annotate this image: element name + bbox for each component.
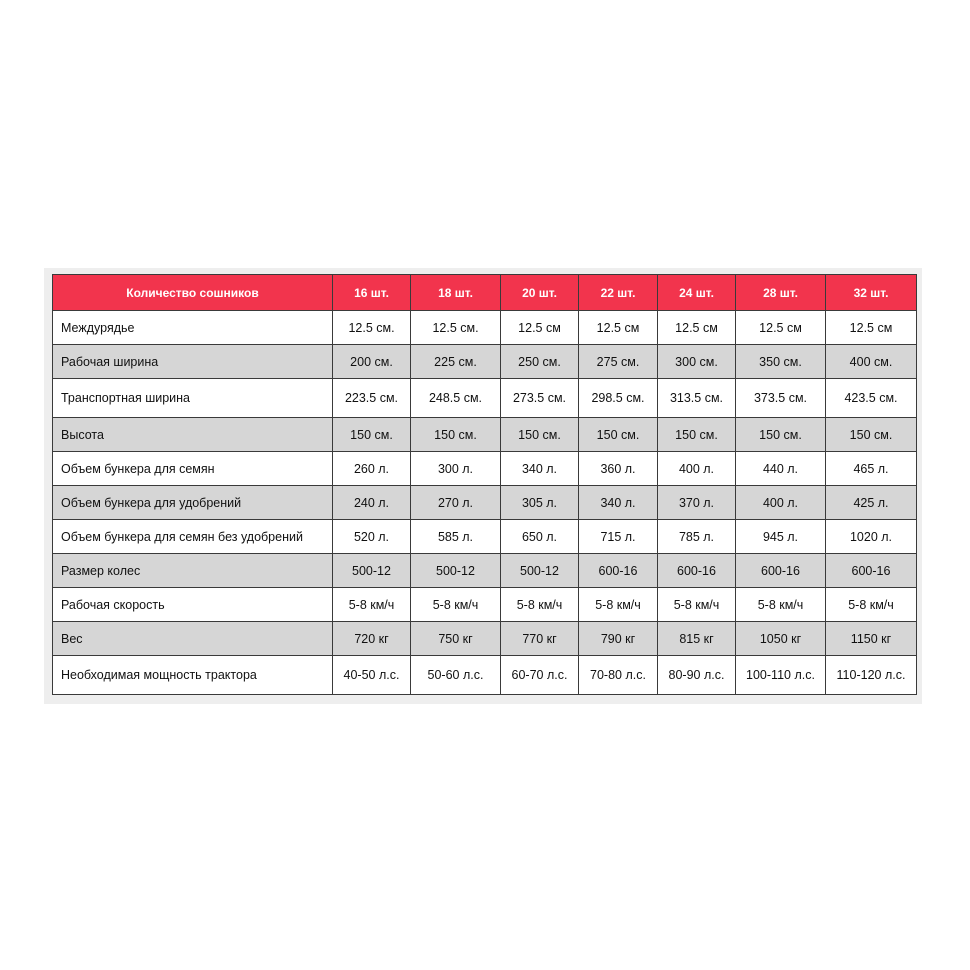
table-cell: 715 л. — [579, 520, 658, 554]
table-cell: 650 л. — [501, 520, 579, 554]
table-cell: 260 л. — [333, 452, 411, 486]
table-cell: 350 см. — [736, 345, 826, 379]
header-cell: 16 шт. — [333, 275, 411, 311]
header-cell: 32 шт. — [826, 275, 917, 311]
table-cell: 600-16 — [826, 554, 917, 588]
table-cell: 785 л. — [658, 520, 736, 554]
table-cell: 110-120 л.с. — [826, 656, 917, 695]
header-cell: 18 шт. — [411, 275, 501, 311]
table-cell: 585 л. — [411, 520, 501, 554]
table-cell: 248.5 см. — [411, 379, 501, 418]
table-cell: 70-80 л.с. — [579, 656, 658, 695]
table-cell: 12.5 см — [579, 311, 658, 345]
row-label: Высота — [53, 418, 333, 452]
table-cell: 200 см. — [333, 345, 411, 379]
table-cell: 1150 кг — [826, 622, 917, 656]
table-cell: 100-110 л.с. — [736, 656, 826, 695]
table-cell: 770 кг — [501, 622, 579, 656]
table-cell: 790 кг — [579, 622, 658, 656]
table-cell: 500-12 — [333, 554, 411, 588]
table-row-seed-hopper — [53, 452, 917, 486]
table-cell: 340 л. — [579, 486, 658, 520]
table-cell: 500-12 — [501, 554, 579, 588]
table-cell: 423.5 см. — [826, 379, 917, 418]
table-cell: 12.5 см. — [333, 311, 411, 345]
table-cell: 520 л. — [333, 520, 411, 554]
table-cell: 40-50 л.с. — [333, 656, 411, 695]
header-cell: 22 шт. — [579, 275, 658, 311]
header-cell: 20 шт. — [501, 275, 579, 311]
table-cell: 12.5 см. — [411, 311, 501, 345]
row-label: Объем бункера для удобрений — [53, 486, 333, 520]
table-cell: 80-90 л.с. — [658, 656, 736, 695]
table-cell: 720 кг — [333, 622, 411, 656]
table-cell: 500-12 — [411, 554, 501, 588]
table-cell: 150 см. — [579, 418, 658, 452]
table-cell: 275 см. — [579, 345, 658, 379]
table-cell: 150 см. — [826, 418, 917, 452]
table-cell: 300 л. — [411, 452, 501, 486]
table-cell: 340 л. — [501, 452, 579, 486]
table-cell: 373.5 см. — [736, 379, 826, 418]
table-cell: 150 см. — [658, 418, 736, 452]
row-label: Вес — [53, 622, 333, 656]
table-cell: 5-8 км/ч — [658, 588, 736, 622]
table-cell: 12.5 см — [826, 311, 917, 345]
table-cell: 300 см. — [658, 345, 736, 379]
table-cell: 250 см. — [501, 345, 579, 379]
table-cell: 5-8 км/ч — [579, 588, 658, 622]
table-cell: 12.5 см — [736, 311, 826, 345]
table-row-tractor-power — [53, 656, 917, 695]
table-cell: 400 см. — [826, 345, 917, 379]
table-cell: 150 см. — [411, 418, 501, 452]
table-cell: 150 см. — [501, 418, 579, 452]
table-row-weight — [53, 622, 917, 656]
table-cell: 400 л. — [658, 452, 736, 486]
table-cell: 12.5 см — [658, 311, 736, 345]
table-cell: 225 см. — [411, 345, 501, 379]
row-label: Рабочая ширина — [53, 345, 333, 379]
table-row-seed-hopper-no-fertilizer — [53, 520, 917, 554]
table-cell: 313.5 см. — [658, 379, 736, 418]
table-cell: 270 л. — [411, 486, 501, 520]
row-label: Размер колес — [53, 554, 333, 588]
row-label: Транспортная ширина — [53, 379, 333, 418]
row-label: Необходимая мощность трактора — [53, 656, 333, 695]
specification-table — [52, 274, 917, 695]
header-cell: 24 шт. — [658, 275, 736, 311]
table-cell: 5-8 км/ч — [501, 588, 579, 622]
table-cell: 400 л. — [736, 486, 826, 520]
table-cell: 298.5 см. — [579, 379, 658, 418]
table-cell: 305 л. — [501, 486, 579, 520]
header-cell-coulter-count: Количество сошников — [53, 275, 333, 311]
table-cell: 150 см. — [736, 418, 826, 452]
table-cell: 5-8 км/ч — [736, 588, 826, 622]
table-cell: 273.5 см. — [501, 379, 579, 418]
table-cell: 5-8 км/ч — [411, 588, 501, 622]
table-cell: 60-70 л.с. — [501, 656, 579, 695]
table-cell: 360 л. — [579, 452, 658, 486]
table-cell: 750 кг — [411, 622, 501, 656]
table-cell: 600-16 — [579, 554, 658, 588]
table-cell: 440 л. — [736, 452, 826, 486]
row-label: Объем бункера для семян без удобрений — [53, 520, 333, 554]
table-cell: 50-60 л.с. — [411, 656, 501, 695]
table-header-row — [53, 275, 917, 311]
table-cell: 150 см. — [333, 418, 411, 452]
table-row-fertilizer-hopper — [53, 486, 917, 520]
row-label: Междурядье — [53, 311, 333, 345]
table-cell: 1020 л. — [826, 520, 917, 554]
table-cell: 815 кг — [658, 622, 736, 656]
table-cell: 600-16 — [736, 554, 826, 588]
table-cell: 1050 кг — [736, 622, 826, 656]
table-row-wheel-size — [53, 554, 917, 588]
table-cell: 370 л. — [658, 486, 736, 520]
table-cell: 425 л. — [826, 486, 917, 520]
table-cell: 240 л. — [333, 486, 411, 520]
table-cell: 600-16 — [658, 554, 736, 588]
table-cell: 223.5 см. — [333, 379, 411, 418]
table-cell: 465 л. — [826, 452, 917, 486]
table-row-working-width — [53, 345, 917, 379]
row-label: Объем бункера для семян — [53, 452, 333, 486]
table-cell: 5-8 км/ч — [333, 588, 411, 622]
table-cell: 5-8 км/ч — [826, 588, 917, 622]
row-label: Рабочая скорость — [53, 588, 333, 622]
table-cell: 12.5 см — [501, 311, 579, 345]
header-cell: 28 шт. — [736, 275, 826, 311]
table-row-transport-width — [53, 379, 917, 418]
table-cell: 945 л. — [736, 520, 826, 554]
table-row-height — [53, 418, 917, 452]
table-row-row-spacing — [53, 311, 917, 345]
table-row-working-speed — [53, 588, 917, 622]
